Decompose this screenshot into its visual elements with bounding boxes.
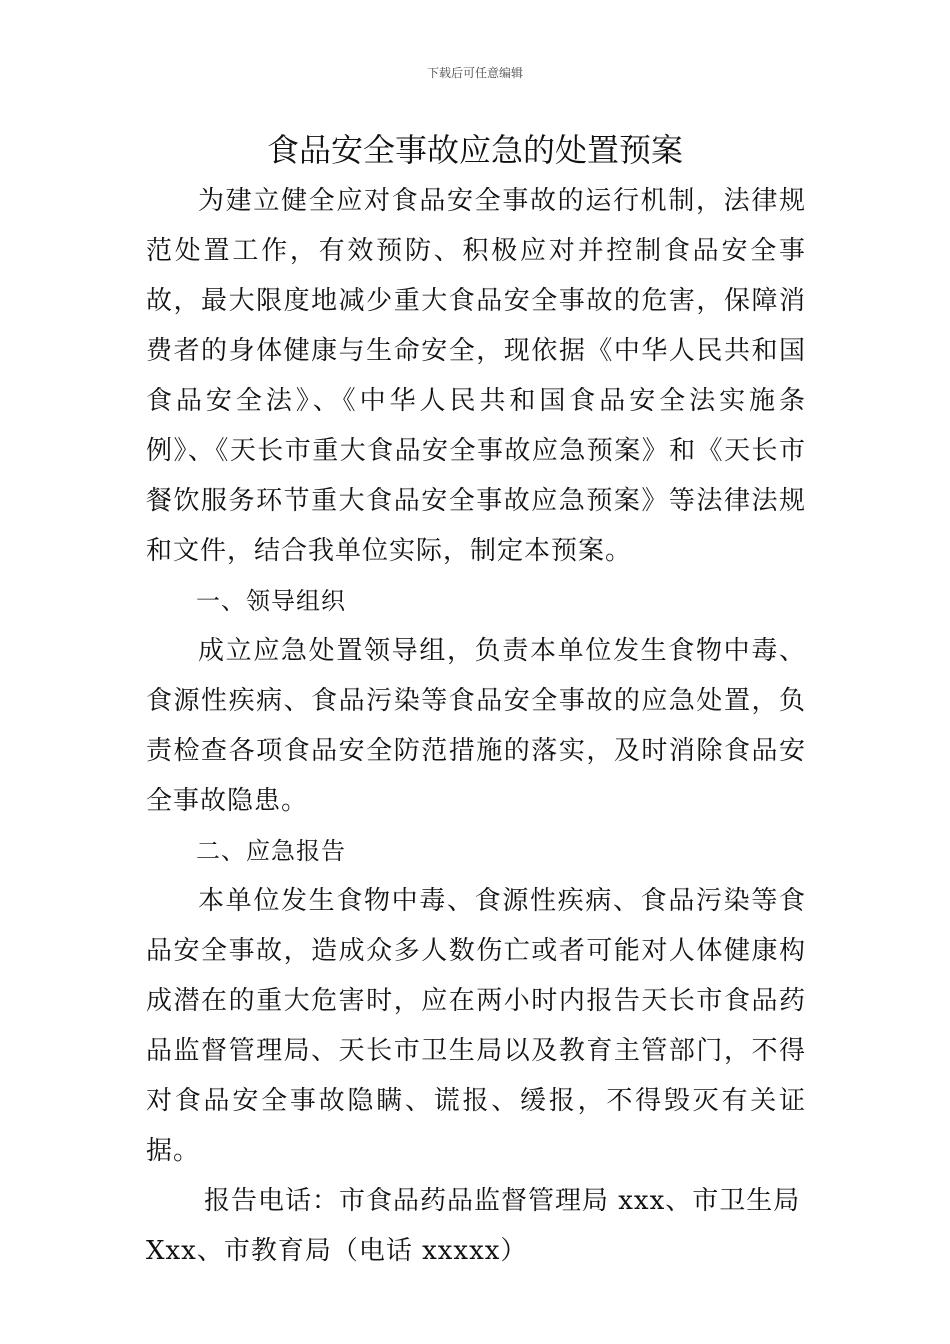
report-phone-line: 报告电话：市食品药品监督管理局 xxx、市卫生局 Xxx、市教育局（电话 xxxxx） bbox=[146, 1186, 801, 1266]
section-heading-leadership: 一、领导组织 bbox=[196, 587, 346, 615]
section-heading-emergency-report: 二、应急报告 bbox=[196, 837, 346, 865]
intro-paragraph: 为建立健全应对食品安全事故的运行机制，法律规范处置工作，有效预防、积极应对并控制食品安全事故，最大限度地减少重大食品安全事故的危害，保障消费者的身体健康与生命安全，现依据《中华人民共和国食品安全法》、《中华人民共和国食品安全法实施条例》、《天长市重大食品安全事故应急预案》和《天长市餐饮服务环节重大食品安全事故应急预案》等法律法规和文件，结合我单位实际，制定本预案。 bbox=[146, 186, 806, 566]
document-title: 食品安全事故应急的处置预案 bbox=[266, 131, 683, 169]
header-note: 下载后可任意编辑 bbox=[426, 66, 523, 80]
emergency-report-paragraph: 本单位发生食物中毒、食源性疾病、食品污染等食品安全事故，造成众多人数伤亡或者可能对人体健康构成潜在的重大危害时，应在两小时内报告天长市食品药品监督管理局、天长市卫生局以及教育主管部门，不得对食品安全事故隐瞒、谎报、缓报，不得毁灭有关证据。 bbox=[146, 886, 806, 1166]
document-body bbox=[146, 176, 806, 1276]
leadership-paragraph: 成立应急处置领导组，负责本单位发生食物中毒、食源性疾病、食品污染等食品安全事故的应急处置，负责检查各项食品安全防范措施的落实，及时消除食品安全事故隐患。 bbox=[146, 636, 806, 816]
